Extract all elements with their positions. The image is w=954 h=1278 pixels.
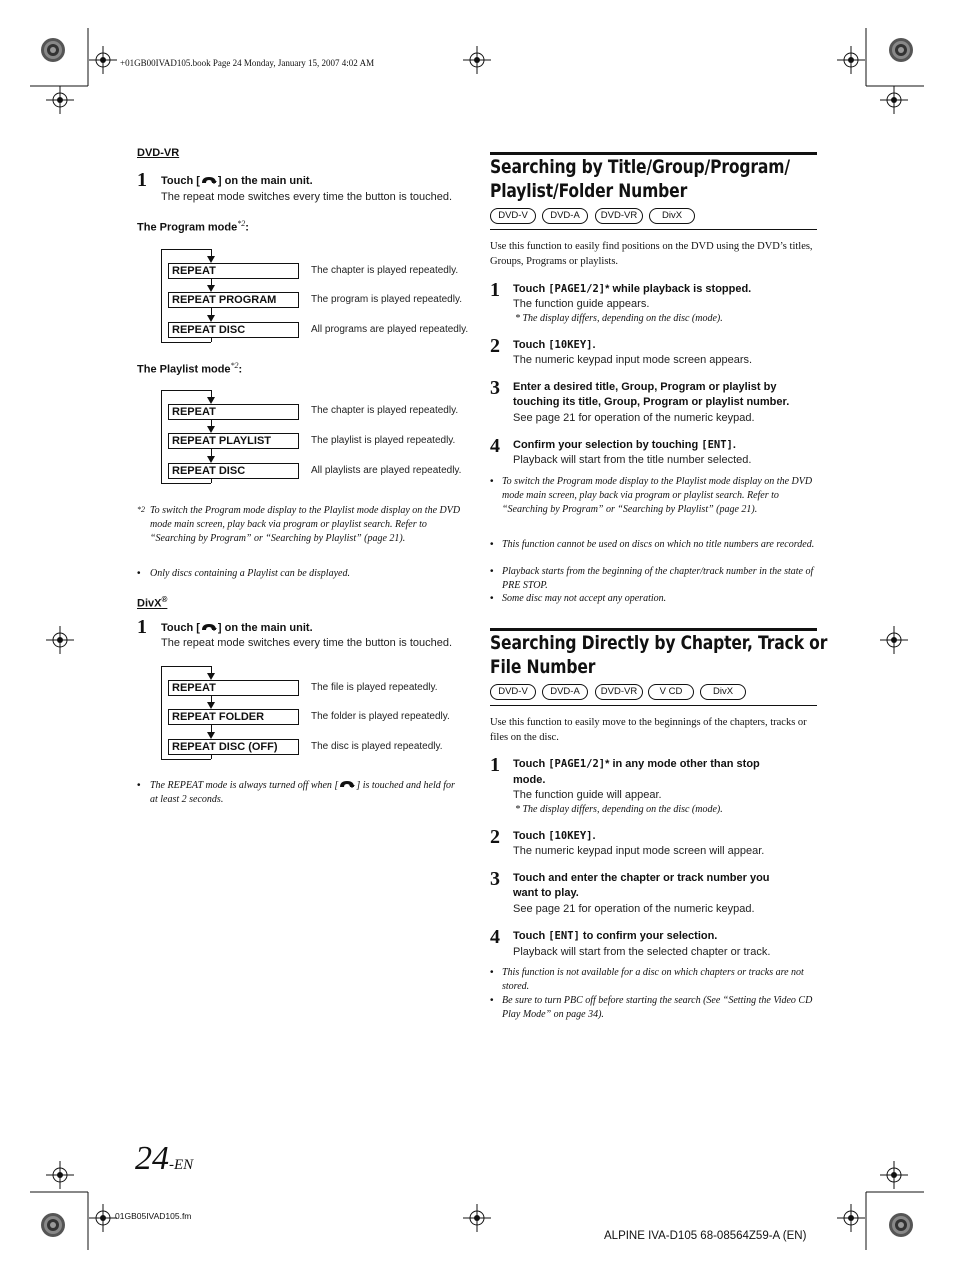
section2-title-line2: File Number (490, 656, 596, 678)
playlist-mode-repeat-disc-desc: All playlists are played repeatedly. (311, 465, 462, 476)
badge-dvd-a: DVD-A (542, 208, 588, 224)
s2-step3-number: 3 (490, 868, 500, 890)
footnote-text: To switch the Program mode display to the Playlist mode display on the DVD mode main screen, play back via program or playlist search. Refer to “Searching by Program” or “Searching by Playlist” (page 21). (150, 505, 461, 544)
page-number: 24-EN (135, 1140, 194, 1177)
s1-step2-number: 2 (490, 335, 500, 357)
badge-divx: DivX (649, 208, 695, 224)
section2-badges (490, 684, 820, 700)
divx-mode-repeat: REPEAT (168, 680, 299, 696)
divx-bullet: The REPEAT mode is always turned off when [ ] is touched and held for at least 2 seconds. (150, 780, 455, 805)
repeat-hand-icon (200, 623, 218, 632)
program-mode-repeat-disc-desc: All programs are played repeatedly. (311, 324, 469, 335)
section2-sub-rule (490, 705, 817, 706)
s1-step3-title-line2: touching its title, Group, Program or playlist number. (513, 396, 790, 408)
section2-title-line1: Searching Directly by Chapter, Track or (490, 632, 828, 654)
section1-title-line2: Playlist/Folder Number (490, 180, 688, 202)
badge-dvd-v: DVD-V (490, 208, 536, 224)
s1-step4-desc: Playback will start from the title number selected. (513, 454, 752, 466)
section1-sub-rule (490, 229, 817, 230)
section1-title-line1: Searching by Title/Group/Program/ (490, 156, 790, 178)
playlist-mode-repeat: REPEAT (168, 404, 299, 420)
program-mode-repeat: REPEAT (168, 263, 299, 279)
color-target-icon (889, 1213, 913, 1237)
s2-step4-desc: Playback will start from the selected chapter or track. (513, 946, 771, 958)
repeat-hand-icon (338, 780, 356, 789)
playlist-mode-repeat-desc: The chapter is played repeatedly. (311, 405, 459, 416)
s2-step2-desc: The numeric keypad input mode screen will appear. (513, 845, 765, 857)
s2-step4-title: Touch [ENT] to confirm your selection. (513, 930, 718, 942)
s1-note-2: This function cannot be used on discs on which no title numbers are recorded. (502, 539, 815, 550)
s1-step1-number: 1 (490, 279, 500, 301)
playlist-mode-repeat-playlist: REPEAT PLAYLIST (168, 433, 299, 449)
playlist-mode-title: The Playlist mode$^{*2}$: (137, 361, 243, 376)
dvdvr-step-number: 1 (137, 169, 147, 191)
footnote-mark: *2 (137, 505, 145, 514)
s2-step1-number: 1 (490, 754, 500, 776)
s2-step1-note: * The display differs, depending on the disc (mode). (515, 804, 723, 815)
fm-name: 01GB05IVAD105.fm (115, 1211, 192, 1221)
s1-step1-desc: The function guide appears. (513, 298, 650, 310)
s1-step3-number: 3 (490, 377, 500, 399)
divx-mode-repeat-disc-off-desc: The disc is played repeatedly. (311, 741, 443, 752)
s1-step4-title: Confirm your selection by touching [ENT]. (513, 439, 736, 451)
playlist-mode-repeat-playlist-desc: The playlist is played repeatedly. (311, 435, 456, 446)
badge-divx: DivX (700, 684, 746, 700)
s2-step2-title: Touch [10KEY]. (513, 830, 596, 842)
divx-step-number: 1 (137, 616, 147, 638)
s1-step3-desc: See page 21 for operation of the numeric keypad. (513, 412, 755, 424)
dvdvr-step-title: Touch [ ] on the main unit. (161, 175, 313, 187)
s2-step3-title-line2: want to play. (513, 887, 579, 899)
s1-note-4: Some disc may not accept any operation. (502, 593, 667, 604)
badge-dvd-a: DVD-A (542, 684, 588, 700)
divx-label: DivX® (137, 595, 168, 610)
s1-step2-title: Touch [10KEY]. (513, 339, 596, 351)
s1-step2-desc: The numeric keypad input mode screen appears. (513, 354, 753, 366)
s1-step1-title: Touch [PAGE1/2]* while playback is stopped. (513, 283, 752, 295)
divx-mode-repeat-folder-desc: The folder is played repeatedly. (311, 711, 450, 722)
s2-step1-desc: The function guide will appear. (513, 789, 662, 801)
s2-step3-desc: See page 21 for operation of the numeric keypad. (513, 903, 755, 915)
book-info: +01GB00IVAD105.book Page 24 Monday, January 15, 2007 4:02 AM (120, 58, 375, 68)
program-mode-repeat-disc: REPEAT DISC (168, 322, 299, 338)
s1-note-1: To switch the Program mode display to the Playlist mode display on the DVD mode main screen, play back via program or playlist search. Refer to “Searching by Program” or “Searching by Playlist” (page 21). (502, 476, 813, 515)
color-target-icon (889, 38, 913, 62)
dvdvr-step-desc: The repeat mode switches every time the button is touched. (161, 191, 453, 203)
color-target-icon (41, 1213, 65, 1237)
s2-step3-title-line1: Touch and enter the chapter or track number you (513, 872, 770, 884)
badge-dvd-vr: DVD-VR (595, 684, 643, 700)
dvdvr-label: DVD-VR (137, 147, 180, 159)
badge-dvd-v: DVD-V (490, 684, 536, 700)
s2-step2-number: 2 (490, 826, 500, 848)
dvdvr-bullet: Only discs containing a Playlist can be displayed. (150, 568, 350, 579)
divx-mode-repeat-disc-off: REPEAT DISC (OFF) (168, 739, 299, 755)
section1-badges (490, 208, 820, 224)
s1-step3-title-line1: Enter a desired title, Group, Program or playlist by (513, 381, 777, 393)
s2-note-1: This function is not available for a disc on which chapters or tracks are not stored. (502, 967, 804, 992)
divx-mode-repeat-desc: The file is played repeatedly. (311, 682, 438, 693)
program-mode-repeat-program-desc: The program is played repeatedly. (311, 294, 463, 305)
color-target-icon (41, 38, 65, 62)
section2-intro: Use this function to easily move to the beginnings of the chapters, tracks or files on the disc. (490, 717, 807, 743)
divx-step-desc: The repeat mode switches every time the button is touched. (161, 637, 453, 649)
s2-step1-title: Touch [PAGE1/2]* in any mode other than stop (513, 758, 760, 770)
section1-intro: Use this function to easily find positions on the DVD using the DVD’s titles, Groups, Programs or playlists. (490, 241, 813, 267)
badge-dvd-vr: DVD-VR (595, 208, 643, 224)
program-mode-title: The Program mode$^{*2}$: (137, 219, 249, 234)
repeat-hand-icon (200, 176, 218, 185)
s2-note-2: Be sure to turn PBC off before starting the search (See “Setting the Video CD Play Mode” on page 34). (502, 995, 813, 1020)
program-mode-repeat-program: REPEAT PROGRAM (168, 292, 299, 308)
footer-doc-id: ALPINE IVA-D105 68-08564Z59-A (EN) (604, 1230, 807, 1242)
divx-step-title: Touch [ ] on the main unit. (161, 622, 313, 634)
program-mode-repeat-desc: The chapter is played repeatedly. (311, 265, 459, 276)
s2-step1-title-line2: mode. (513, 774, 546, 786)
s1-note-3: Playback starts from the beginning of the chapter/track number in the state of PRE STOP. (502, 566, 814, 591)
divx-mode-repeat-folder: REPEAT FOLDER (168, 709, 299, 725)
playlist-mode-repeat-disc: REPEAT DISC (168, 463, 299, 479)
s1-step1-note: * The display differs, depending on the disc (mode). (515, 313, 723, 324)
s2-step4-number: 4 (490, 926, 500, 948)
s1-step4-number: 4 (490, 435, 500, 457)
badge-vcd: V CD (648, 684, 694, 700)
